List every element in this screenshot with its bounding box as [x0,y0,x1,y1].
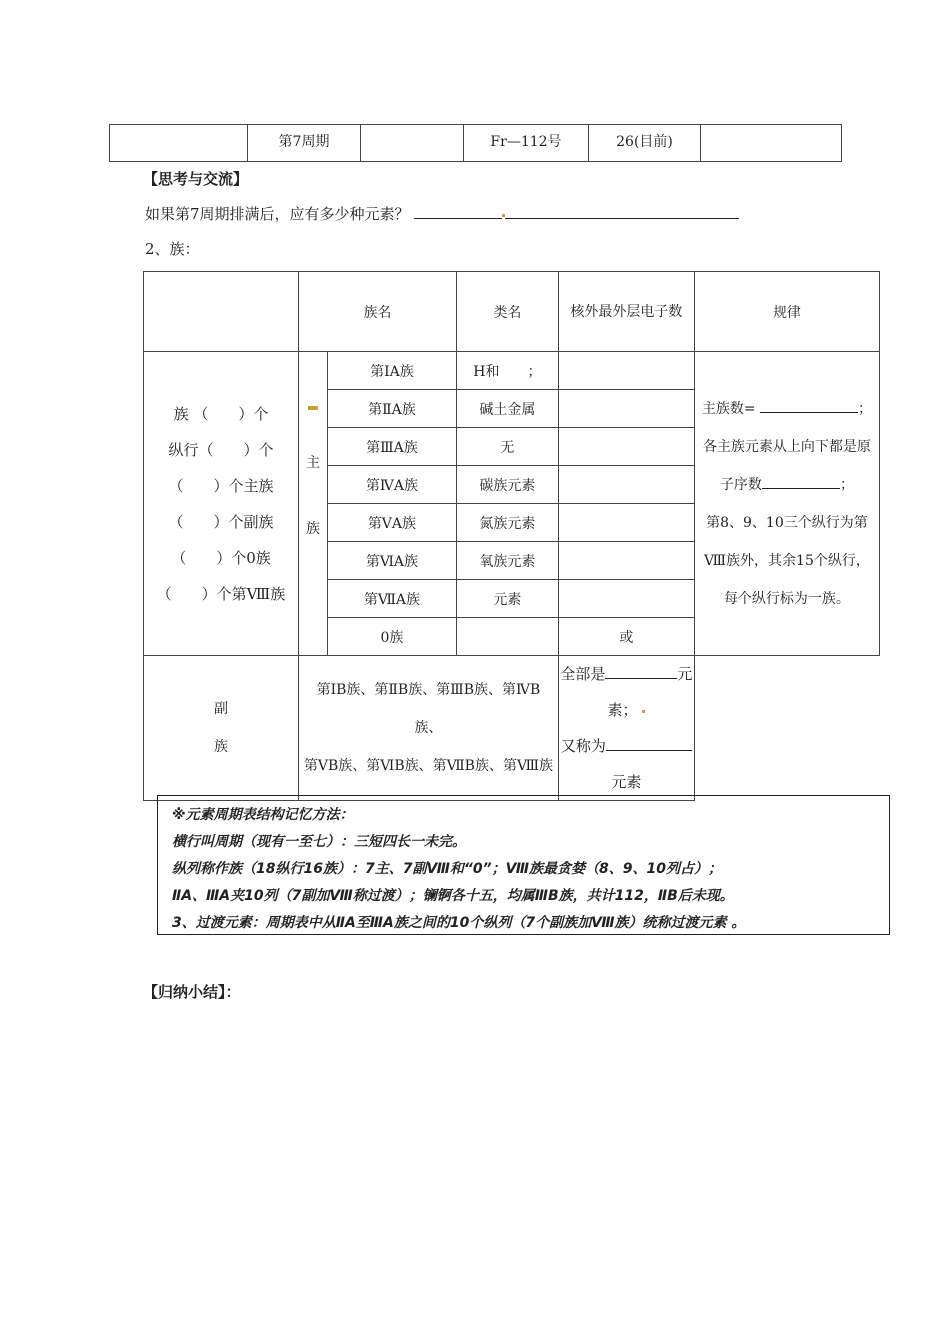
sub-group-names [299,656,559,801]
answer-blank[interactable] [606,736,692,751]
period-table [109,124,842,162]
group-type-blank[interactable] [456,618,558,656]
think-question-line [145,203,739,224]
group-count-line: （ ）个副族 [168,512,274,531]
group-type: H和 ； [456,352,558,390]
answer-blank[interactable] [414,204,502,219]
rule-line: 主族数= ； [695,390,879,428]
decor-mark [308,406,318,410]
period-cell: Fr—112号 [464,125,589,162]
rule-line: 第8、9、10三个纵行为第 [706,514,868,531]
electron-blank[interactable] [558,466,694,504]
sub-group-label-cell [144,656,299,801]
memory-box [157,795,890,935]
group-name: 第ⅠA族 [328,352,457,390]
group-count-line: 纵行（ ）个 [168,440,274,459]
decor-dot [642,710,645,713]
group-type: 氧族元素 [456,542,558,580]
memory-line: 3、过渡元素：周期表中从ⅡA至ⅢA族之间的10个纵列（7个副族加Ⅷ族）统称过渡元素 。 [172,915,746,931]
memory-line: 纵列称作族（18纵行16族）：7主、7副Ⅷ和“0”；Ⅷ族最贪婪（8、9、10列占）； [172,861,723,877]
group-name: 第ⅢA族 [328,428,457,466]
group-count-line: （ ）个0族 [171,548,271,567]
rule-line: 各主族元素从上向下都是原 [702,438,871,455]
rule-line: 全部是 元素； [560,665,693,719]
period-cell: 第7周期 [248,125,361,162]
sub-rule-cell [558,656,694,801]
group-type: 碱土金属 [456,390,558,428]
header-electrons [558,272,694,352]
sub-group-label: 副 [214,701,228,717]
group-type: 氮族元素 [456,504,558,542]
electron-blank[interactable] [558,352,694,390]
group-count-line: （ ）个主族 [168,476,274,495]
electron-blank[interactable] [558,428,694,466]
group-type: 无 [456,428,558,466]
period-cell [701,125,842,162]
table-row [144,272,880,352]
answer-blank[interactable] [505,204,739,219]
rule-line: 每个纵行标为一族。 [723,590,850,607]
period-cell [361,125,464,162]
electron-blank[interactable] [558,504,694,542]
table-row [144,656,880,801]
main-rule-cell [694,352,879,656]
answer-blank[interactable] [605,664,677,679]
header-electrons-text: 核外最外层电子数 [570,303,683,320]
group-name: 第ⅡA族 [328,390,457,428]
group-count-line: （ ）个第Ⅷ族 [156,584,286,603]
rule-line: 又称为元素 [559,728,694,800]
period-cell: 26(目前) [589,125,701,162]
header-group-name: 族名 [299,272,457,352]
electron-blank[interactable] [558,542,694,580]
group-count-cell [144,352,299,656]
answer-blank[interactable] [762,474,840,489]
main-group-label: 族 [306,520,320,537]
header-empty [144,272,299,352]
rule-line: 子序数 ； [695,466,879,504]
think-question: 如果第7周期排满后，应有多少种元素？ [145,205,410,223]
think-heading: 【思考与交流】 [143,170,249,188]
group-type: 碳族元素 [456,466,558,504]
summary-heading: 【归纳小结】： [143,983,241,1001]
electron-blank[interactable] [558,390,694,428]
group-name: 0族 [328,618,457,656]
header-type-name: 类名 [456,272,558,352]
group-electrons: 或 [558,618,694,656]
group-name: 第ⅣA族 [328,466,457,504]
group-type: 元素 [456,580,558,618]
sub-group-label: 族 [214,739,228,755]
memory-line: 横行叫周期（现有一至七）：三短四长一未完。 [172,834,466,850]
table-row [110,125,842,162]
group-name: 第ⅦA族 [328,580,457,618]
main-group-label: 主 [306,454,320,471]
sub-names-line: 族、 [414,720,443,736]
group-count-line: 族 （ ）个 [173,404,269,423]
table-row [144,352,880,390]
period-cell [110,125,248,162]
header-rule: 规律 [694,272,879,352]
group-name: 第ⅤA族 [328,504,457,542]
main-group-label-cell [299,352,328,656]
rule-line: Ⅷ族外，其余15个纵行， [704,552,870,569]
memory-line: ⅡA、ⅢA夹10列（7副加Ⅷ称过渡）；镧锕各十五，均属ⅢB族，共计112，ⅡB后未现。 [172,888,734,904]
sub-names-line: 第ⅠB族、第ⅡB族、第ⅢB族、第ⅣB [316,682,541,698]
memory-title: ※元素周期表结构记忆方法： [172,807,354,823]
sub-names-line: 第ⅤB族、第ⅥB族、第ⅦB族、第Ⅷ族 [303,758,554,774]
group-name: 第ⅥA族 [328,542,457,580]
group-table [143,271,880,801]
group-title: 2、族： [145,240,200,258]
electron-blank[interactable] [558,580,694,618]
answer-blank[interactable] [760,398,858,413]
